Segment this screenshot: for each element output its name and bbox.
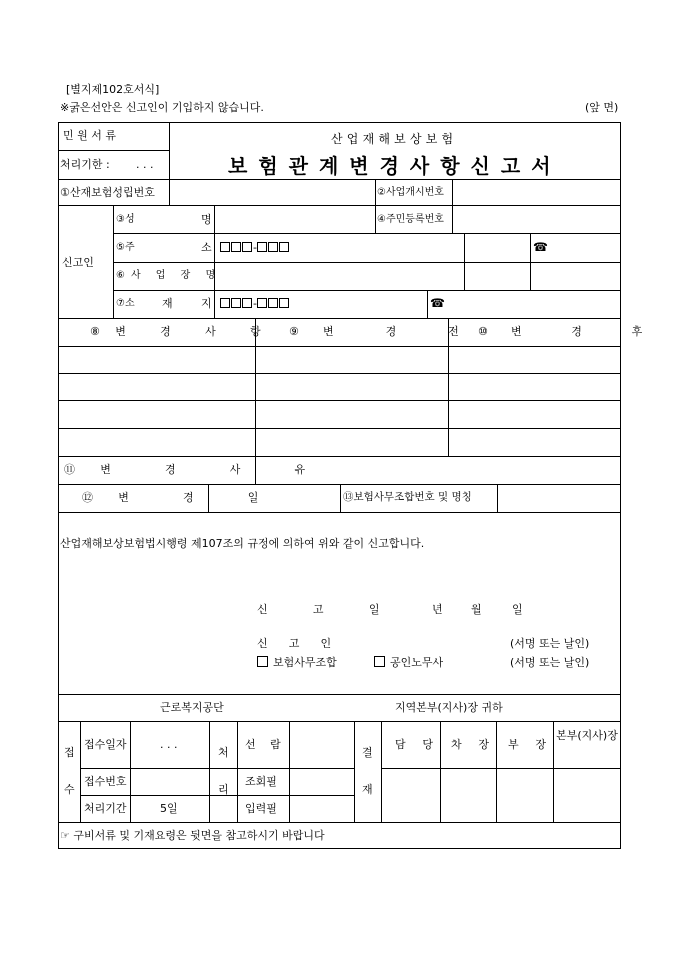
policy-no-label: ①산재보험성립번호 [60,186,155,199]
form-number: [별지제102호서식] [66,83,160,96]
doc-type-label: 민 원 서 류 [63,129,116,142]
receipt-date-value: . . . [160,738,178,751]
change-reason-label: ⑪변 경 사 유 [64,463,331,476]
policy-no-field[interactable] [171,182,373,203]
deputy-label: 차 장 [451,738,496,751]
staff-label: 담 당 [395,738,440,751]
change-before-header: ⑨변 경 전 [289,325,483,338]
footer-note: ☞ 구비서류 및 기재요령은 뒷면을 참고하시기 바랍니다 [60,829,325,842]
resident-no-label: ④주민등록번호 [377,214,444,225]
location-postal-boxes[interactable]: - [220,297,290,310]
change-date-label: ⑫변 경 일 [82,491,284,504]
change-after-header: ⑩변 경 후 [478,325,666,338]
deadline-label: 처리기한 : [60,158,110,171]
location-label-tail: 지 [201,297,212,310]
sign-note-2: (서명 또는 날인) [510,656,590,669]
receipt-no-label: 접수번호 [84,775,127,788]
approve-char-1: 결 [362,746,373,759]
sign-note-1: (서명 또는 날인) [510,637,590,650]
agency-checkbox[interactable] [257,656,268,667]
change-item-header: ⑧변 경 사 항 [90,325,277,338]
page-side-label: (앞 면) [585,101,619,114]
agency-option[interactable]: 보험사무조합 [257,656,337,669]
address-phone-icon: ☎ [533,240,548,254]
period-value: 5일 [160,802,178,815]
agency-label: ⑬보험사무조합번호 및 명칭 [343,491,472,503]
addressee-org: 근로복지공단 [160,701,224,714]
labor-checkbox[interactable] [374,656,385,667]
addressee-branch: 지역본부(지사)장 귀하 [395,701,503,714]
form-title: 보험관계변경사항신고서 [228,154,562,178]
name-label-tail: 명 [201,213,212,226]
day-label: 일 [512,603,523,616]
view-label: 선 람 [245,738,287,751]
workplace-label: ⑥사 업 장 명 [116,270,222,281]
receipt-date-label: 접수일자 [84,738,127,751]
location-phone-icon: ☎ [430,296,445,310]
head-label: 부 장 [508,738,553,751]
proc-char-1: 처 [218,746,229,759]
chief-label: 본부(지사)장 [556,729,618,742]
address-label: ⑤주 [116,242,135,253]
name-label: ③성 [116,214,135,225]
agency-field[interactable] [499,487,618,510]
deadline-value: . . . [136,158,154,171]
receipt-char-1: 접 [64,746,75,759]
approve-char-2: 재 [362,783,373,796]
inquiry-label: 조회필 [245,775,277,788]
reporter-sign-label: 신 고 인 [257,637,340,650]
form-subtitle: 산업재해보상보험 [331,132,458,146]
address-postal-boxes[interactable]: - [220,241,290,254]
header-note: ※굵은선안은 신고인이 기입하지 않습니다. [60,101,264,114]
reporter-label: 신고인 [62,256,94,269]
month-label: 월 [471,603,482,616]
declaration-text: 산업재해보상보험법시행령 제107조의 규정에 의하여 위와 같이 신고합니다. [60,537,425,550]
location-label-mid: 재 [162,297,173,310]
resident-no-field[interactable] [454,208,618,230]
workplace-field[interactable] [216,265,462,288]
year-label: 년 [432,603,443,616]
input-label: 입력필 [245,802,277,815]
change-reason-field[interactable] [257,459,618,482]
address-label-tail: 소 [201,241,212,254]
proc-char-2: 리 [218,783,229,796]
receipt-char-2: 수 [64,783,75,796]
business-start-no-field[interactable] [454,182,618,203]
location-label: ⑦소 [116,298,135,309]
name-field[interactable] [216,208,373,230]
change-date-field[interactable] [210,487,338,510]
business-start-no-label: ②사업개시번호 [377,187,444,198]
period-label: 처리기간 [84,802,127,815]
labor-option[interactable]: 공인노무사 [374,656,443,669]
report-date-label: 신 고 일 [257,603,401,616]
